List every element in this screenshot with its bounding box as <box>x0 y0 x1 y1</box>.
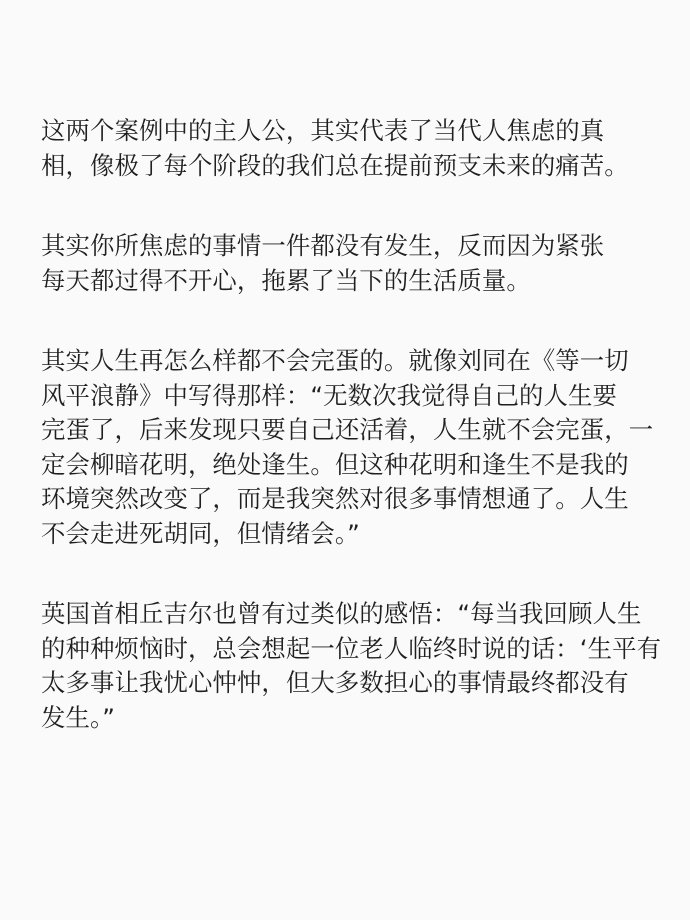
text-line: 环境突然改变了，而是我突然对很多事情想通了。人生 <box>41 484 629 513</box>
text-line: 的种种烦恼时，总会想起一位老人临终时说的话：‘生平有 <box>41 633 662 663</box>
text-line: 太多事让我忧心忡忡，但大多数担心的事情最终都没有 <box>41 668 629 697</box>
text-line: 定会柳暗花明，绝处逢生。但这种花明和逢生不是我的 <box>41 449 629 479</box>
paragraph-3 <box>41 344 666 551</box>
text-line: 其实人生再怎么样都不会完蛋的。就像刘同在《等一切 <box>41 346 629 375</box>
text-line: 英国首相丘吉尔也曾有过类似的感悟：“每当我回顾人生 <box>41 599 642 628</box>
paragraph-2 <box>41 229 666 298</box>
text-line: 相，像极了每个阶段的我们总在提前预支未来的痛苦。 <box>41 150 629 180</box>
text-line: 风平浪静》中写得那样：“无数次我觉得自己的人生要 <box>41 380 618 410</box>
text-line: 每天都过得不开心，拖累了当下的生活质量。 <box>41 265 531 295</box>
paragraph-1 <box>41 114 666 183</box>
paragraph-4 <box>41 597 666 735</box>
text-line: 发生。” <box>41 702 116 732</box>
text-line: 这两个案例中的主人公，其实代表了当代人焦虑的真 <box>41 116 605 145</box>
text-line: 其实你所焦虑的事情一件都没有发生，反而因为紧张 <box>41 231 605 260</box>
text-line: 不会走进死胡同，但情绪会。” <box>41 518 360 548</box>
text-line: 完蛋了，后来发现只要自己还活着，人生就不会完蛋，一 <box>41 415 654 444</box>
